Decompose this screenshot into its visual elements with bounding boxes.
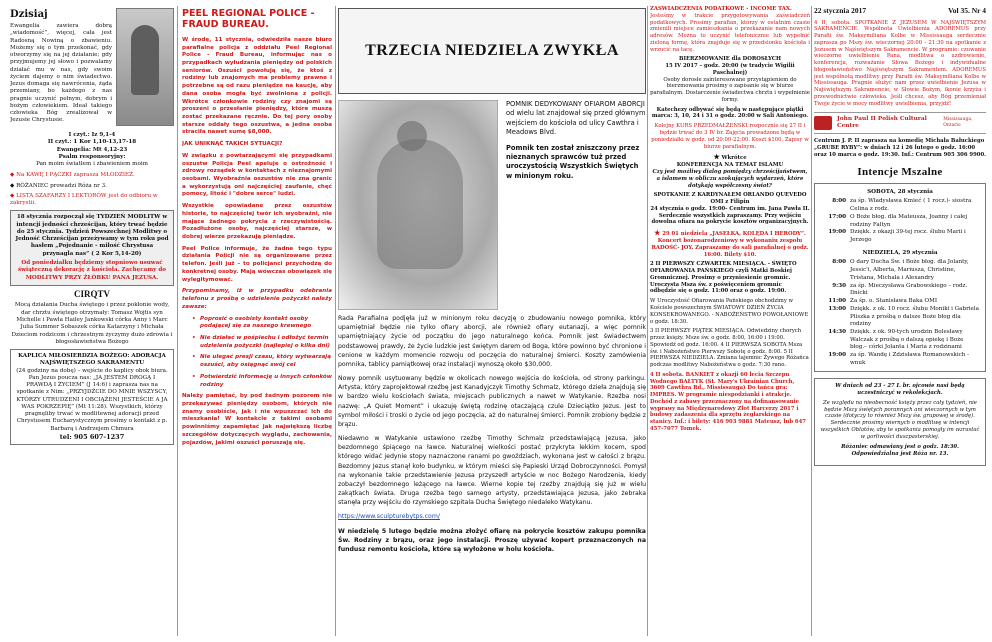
- unity-week-box: [10, 210, 174, 285]
- column-divider: [811, 6, 812, 636]
- mass-time: 8:00: [832, 259, 846, 266]
- mass-row: [820, 229, 980, 244]
- mass-time: 9:30: [832, 282, 846, 289]
- first-thursday: 2 II PIERWSZY CZWARTEK MIESIĄCA. - ŚWIĘTO OFIAROWANIA PAŃSKIEGO czyli Matki Boskiej Gromnicznej. Prosimy o przyniesienie gromnic. Uroczysta Msza św. z poświęceniem gromnic odbędzie się o godz. 11:00 oraz o godz. 19:00.: [650, 261, 797, 295]
- note-kawa: ◆ Na KAWĘ I PĄCZKI zaprasza MŁODZIEŻ.: [10, 172, 135, 179]
- sunday-banner: [338, 8, 646, 94]
- confirmation-date: 15 IV 2017 – godz. 20:00 (w tradycie Wigilii Paschalnej): [665, 63, 795, 76]
- mass-time: 19:00: [828, 352, 846, 359]
- jaselka-text: 29 01 niedziela „JASEŁKA, KOLĘDA I HERODY”. Koncert bożonarodzeniowy w wykonaniu zespołu RADOŚĆ- JOY. Zapraszamy do sali parafialnej o godz. 16:00. Bilety $10.: [651, 231, 809, 258]
- issue-header: [814, 6, 986, 16]
- monument-side-text: [506, 100, 646, 310]
- marriage-course: Kolejny KURS PRZEDMAŁŻEŃSKI rozpocznie się 27 II i będzie trwać do 3 IV br. Zajęcia prowadzone będą w poniedziałki w godz. od 20:00-22:00. Koszt $100. Zapisy w biurze parafialnym.: [651, 123, 809, 150]
- catechesis-text: Katechezy odbywać się będą w następujące piątki marca: 3, 10, 24 i 31 o godz. 20:00 w Sali Antoniego.: [651, 106, 809, 120]
- sunday-title: TRZECIA NIEDZIELA ZWYKŁA: [365, 42, 619, 59]
- police-tip: • Nie ulegać presji czasu, który wytwarzają oszuści, aby osiągnąć swój cel: [192, 354, 332, 369]
- column-police: [182, 8, 332, 634]
- cirqtv-title: CIRQTV: [73, 288, 110, 299]
- mass-row: [820, 283, 980, 298]
- monument-body: [338, 314, 646, 554]
- police-p3: Wszystkie opowiadane przez oszustów historie, to najczęściej twór ich wyobraźni, nie mające żadnego pokrycia z rzeczywistością. Pozadłużone osoby, najczęściej starsze, w dobrej wierze przekazują pieniądze.: [182, 203, 332, 241]
- star-icon: ★: [654, 228, 661, 238]
- mass-time: 8:00: [832, 198, 846, 205]
- star-icon: ★: [713, 152, 720, 162]
- column-announcements: [650, 6, 810, 634]
- jesus-image: [116, 8, 174, 126]
- note-lista-text: LISTA SZAFARZY I LEKTORÓW jest do odbioru w zakrystii.: [10, 192, 158, 207]
- dzisiaj-intro: Ewangelia zawiera dobrą „wiadomość”, więcej, cała jest Radosną Nowiną o zbawieniu. Możemy się o tym przekonać, gdy otworzymy się na jej działanie; gdy przyjmujemy jej słowo i pozwalamy działać mu w nas, gdy swoim życiem dajemy o nim świadectwo. Jezus domaga się nawrócenia, żąda przemiany, bo każdego z nas pragnie uczynić pełnym, dobrym i bożym człowiekiem. Ideał takiego człowieka Bóg zrealizował w Jezusie Chrystusie.: [10, 23, 112, 124]
- readings: [10, 132, 174, 168]
- column-divider: [335, 6, 336, 636]
- note-lista: ◆ LISTA SZAFARZY I LEKTORÓW jest do odbioru w zakrystii.: [10, 192, 158, 207]
- police-subtitle: JAK UNIKNĄĆ TAKICH SYTUACJI?: [182, 141, 283, 148]
- mass-desc: O dary Ducha Św. i Boże błog. dla Jolanty, Jessic'i, Alberta, Mariusza, Christine, Tristana, Michała i Alexandry: [850, 259, 969, 281]
- adoration-title: KAPLICA MIŁOSIERDZIA BOŻEGO: ADORACJA NAJŚWIĘTSZEGO SAKRAMENTU: [18, 353, 166, 367]
- dzisiaj-section: [10, 8, 174, 129]
- mass-time: 14:30: [828, 328, 846, 335]
- dzisiaj-title: Dzisiaj: [10, 9, 48, 20]
- monument-p4: W niedzielę 5 lutego będzie można złożyć ofiarę na pokrycie kosztów zakupu pomnika Św. Rodziny z brązu, oraz jego instalacji. Proszę używać kopert przeznaczonych na fundusz remontu kościoła, które są wyłożone w holu kościoła.: [338, 527, 646, 553]
- mass-row: [820, 259, 980, 282]
- mass-desc: za śp. Mieczysława Grabowskiego – rodz. Ilnicki: [850, 282, 968, 297]
- mass-desc: O Boże błog. dla Mateusza, Joanny i całej rodziny Faltyn: [850, 213, 968, 228]
- police-p5: Przypominamy, iż w przypadku odebrania telefonu z prośbą o udzielenie pożyczki należy zawsze:: [182, 288, 332, 310]
- reading-2: II czyt.: 1 Kor 1,10-13,17-18: [47, 139, 137, 146]
- mass-day-sunday: NIEDZIELA, 29 stycznia: [862, 249, 938, 256]
- soon-title-text: Wkrótce: [721, 155, 747, 162]
- column-divider: [647, 6, 648, 636]
- consecrated-life: W Uroczystość Ofiarowania Pańskiego obchodzimy w Kościele powszechnym ŚWIATOWY DZIEŃ ŻYCIA KONSEKROWANEGO. - NABOŻEŃSTWO POWOŁANIOWE o godz. 18:30.: [650, 298, 809, 325]
- note-rozaniec: ◆ RÓŻANIEC prowadzi Róża nr 3.: [10, 182, 107, 189]
- monument-p1: Rada Parafialna podjęła już w minionym roku decyzję o zbudowaniu nowego pomnika, który upamiętniał będzie nie tylko ofiary aborcji, ale również ofiary eutanazji, a więc pomnik upamiętniający życie od początku do jego naturalnego końca. Pomnik jest świadectwem podstawowej prawdy, że życie ludzkie jest świętym darem od Boga, które powinno być chronione i cenione w każdym momencie rozwoju od poczęcia do naturalnej śmierci. Koszty zamówienia pomnika, tablicy pamiątkowej oraz instalacji wynoszą około $30,000.: [338, 315, 646, 368]
- holy-family-statue-image: [338, 100, 498, 310]
- cultural-centre-banner: [814, 112, 986, 135]
- soon-title: [650, 153, 810, 162]
- decoration-note: Od poniedziałku będziemy stopniowo usuwać świąteczną dekorację z kościoła. Zachęcamy do MODLITWY PRZY ŻŁÓBKU PANA JEZUSA.: [17, 259, 166, 281]
- reading-gospel: Ewangelia: Mt 4,12-23: [56, 146, 128, 153]
- mass-row: [820, 298, 980, 306]
- tax-text: Jesteśmy w trakcie przygotowywania zaświadczeń podatkowych. Prosimy parafian, którzy w ostatnim czasie zmienili miejsce zamieszkania o przekazanie nam nowych adresów. Można to uczynić telefonicznie lub wypełnić zieloną formę, która znajduje się w przedsionku kościoła i wrzucić na tacę.: [650, 12, 810, 53]
- mass-time: 13:00: [828, 305, 846, 312]
- mass-row: [820, 198, 980, 213]
- police-tip: • Poprosić o osobisty kontakt osoby podającej się za naszego krewnego: [192, 316, 332, 331]
- monument-p2: Nowy pomnik usytuowany będzie w okolicach nowego wejścia do kościoła, od strony parkingu. Artysta, który zaprojektował rzeźbę jest Kanadyjczyk Timothy Schmalz, którego dzieła znajdują się w bardzo wielu kościołach świata, miejscach publicznych a nawet w Watykanie. Rzeźba nosi nazwę: „A Quiet Moment” i ukazuję świętą rodzinę otaczającą czule Dzieciątko Jezus. Jest to symbol miłości i troski o życie od jego poczęcia, aż do naturalnej śmierci. Pomnik zrobiony będzie z brązu.: [338, 375, 646, 428]
- monument-side-1: POMNIK DEDYKOWANY OFIAROM ABORCJI od wielu lat znajdował się przed głównym wejściem do kościoła od ulicy Cawthra i Meadows Blvd.: [506, 100, 646, 137]
- column-intentions: [814, 6, 986, 634]
- police-p4: Peel Police informuje, że żadne tego typu działania Policji nie są organizowane przez telefon. Jeśli już – to policjanci przychodzą do konkretnej osoby. Mają wówczas obowiązek się wylegitymować.: [182, 245, 332, 283]
- mass-row: [820, 306, 980, 329]
- reading-1: I czyt.: Iz 9,1-4: [68, 132, 116, 138]
- dzisiaj-text-block: [10, 8, 112, 129]
- sculpture-link[interactable]: https://www.sculpturebytps.com/: [338, 513, 440, 521]
- mass-desc: Za śp. o. Stanisława Baka OMI: [850, 298, 938, 305]
- mass-row: [820, 352, 980, 367]
- confirmation-text: Osoby dorosłe zainteresowane przystąpieniem do bierzmowania prosimy o zapisanie się w biurze parafialnym. Dostarczenie świadectwa chrztu i wypełnienie formy.: [650, 76, 810, 103]
- police-tips: [192, 316, 332, 390]
- mass-desc: za śp. Władysława Kmieć ( 1 rocz.)- siostra Celina z rodz.: [850, 198, 972, 213]
- adoration-phone: tel: 905 607-1237: [59, 432, 125, 441]
- issue-date: 22 stycznia 2017: [814, 6, 867, 15]
- column-dzisiaj: [10, 8, 174, 634]
- retreat-notice-3: Różaniec odmawiany jest o godz. 18:30. Odpowiedzialna jest Róża nr. 13.: [841, 444, 959, 458]
- column-main: [338, 8, 646, 634]
- tax-title: ZAŚWIADCZENIA PODATKOWE - INCOME TAX.: [650, 6, 792, 12]
- police-tip: • Potwierdzić informację u innych członków rodziny: [192, 374, 332, 389]
- mass-time: 19:00: [828, 229, 846, 236]
- cultural-centre-logo-icon: [814, 116, 832, 130]
- cardinal-meeting: SPOTKANIE Z KARDYNAŁEM ORLANDO QUEVEDO OMI z Filipin: [653, 192, 807, 206]
- intentions-title: Intencje Mszalne: [857, 165, 943, 178]
- police-p2: W związku z powtarzającymi się przypadkami oszustw Policja Peel apeluje o ostrożność i zdrowy rozsądek w kontaktach z nieznajomymi osobami. Wyobraźnia oszustów nie zna granic a wykorzystują oni najczęściej zaufanie, chęć pomocy, litość i "dobre serce" ludzi.: [182, 152, 332, 198]
- retreat-notice-1: W dniach od 23 - 27 I. br. ojcowie nasi będą uczestniczyć w rekolekcjach.: [835, 382, 965, 396]
- cardinal-details: 24 stycznia o godz. 19:00- Centrum im. Jana Pawła II. Serdecznie wszystkich zapraszamy. Przy wejściu dowolna ofiara na pokrycie kosztów organizacyjnych.: [650, 205, 810, 226]
- first-friday: 3 II PIERWSZY PIĄTEK MIESIĄCA. Odwiedziny chorych przez księży. Msze św. o godz. 8:00, 16:00 i 19:00. Spowiedź od godz. 16:00. 4 II PIERWSZA SOBOTA Msza św. i Nabożeństwo Pierwszy Sobotę o godz. 8:00. 5 II PIERWSZA NIEDZIELA. Zmiana tajemnic Żywego Różańca podczas modlitwy Nabożeństwa o godz. 7:30 rano.: [650, 328, 809, 369]
- mass-row: [820, 329, 980, 352]
- islam-question: Czy jest możliwy dialog pomiędzy chrześcijaństwem, a islamem w obliczu szokujących wydarzeń, które dotykają współczesny świat?: [652, 169, 808, 189]
- mass-desc: za śp. Wandę i Zdzisława Romanowskich - wnuk: [850, 352, 970, 366]
- adoration-text: (24 godziny na dobę) – wejście do kaplicy obok biura. Pan Jezus poucza nas: „JA JESTEM DROGĄ I PRAWDĄ I ŻYCIEM” (J 14:6) i zaprasza nas na spotkanie z Nim: „PRZYJDŹCIE DO MNIE WSZYSCY, KTÓRZY UTRUDZENI I OBCIĄŻENI JESTEŚCIE A JA WAS POKRZEPIĘ” (Mt 11:28). Wszystkich, którzy pragnęliby trwać w modlitewnej adoracji przed Chrystusem Eucharystycznym prosimy o kontakt z p. Barbarą i Andrzejem Chmura: [16, 367, 168, 432]
- reading-psalm-label: Psalm responsoryjny:: [58, 153, 126, 160]
- mass-time: 11:00: [828, 298, 846, 305]
- monument-side-2: Pomnik ten został zniszczony przez nieznanych sprawców tuż przed uroczystością Wszystkich Świętych w minionym roku.: [506, 143, 640, 180]
- adoration-box: [10, 349, 174, 445]
- mass-row: [820, 214, 980, 229]
- comedy-announcement: Centrum J. P. II zaprasza na komedię Michała Bałuckiego „GRUBE RYBY”: w dniach 12 i 26 lutego o godz. 16:00 oraz 10 marca o godz. 19:30. Inf.: Centrum 905 306 9900.: [814, 138, 986, 158]
- police-p6: Należy pamiętać, by pod żadnym pozorem nie przekazywać pieniędzy osobom, których nie znamy osobiście, jak i nie wpuszczać ich do mieszkania! W kontakcie z takimi osobami powinniśmy zapamiętać jak największą liczbę szczegółów dotyczących wyglądu, zachowania, pojazdów, jakimi oszuści poruszają się.: [182, 393, 332, 446]
- retreat-notice: [814, 378, 986, 467]
- police-p1: W środę, 11 stycznia, odwiedziła nasze biuro parafialne policja z oddziału Peel Regional Police - Fraud Bureau, informując nas o przypadkach wyłudzania pieniędzy od polskich seniorów. Oszuści powołują się, że ktoś z rodziny lub znajomych ma problemy prawne i potrzebne są od razu pieniądze na kaucję, aby dana osoba mogła być zwolniona z policji. Wkrótce członkowie rodziny czy znajomi są proszeni o przesłanie pieniędzy, które muszą zostać przekazane ręcznie. Do tej pory osoby starsze oddały tego oszustwa, a jedna osoba straciła nawet sumę $8,000.: [182, 36, 332, 136]
- cultural-centre-name: John Paul II Polish Cultural Centre: [837, 115, 927, 129]
- police-tip: • Nie działać w pośpiechu i odłożyć termin udzielenia pożyczki (najlepiej o kilka dni): [192, 335, 332, 350]
- unity-week-text: 18 stycznia rozpoczął się TYDZIEŃ MODLITW w intencji jedności chrześcijan, który trwać będzie do 25 stycznia. Tydzień Powszechnej Modlitwy o Jedność Chrześcijan przeżywamy w tym roku pod hasłem „Pojednanie - miłość Chrystusa przynagla nas” ( 2 Kor 5,14-20): [15, 214, 169, 257]
- mass-desc: Dziękk. z ok. 10 rocz. ślubu Moniki i Gabriela Pliszka z prośbą o dalsze Boże błog dla rodziny: [850, 305, 979, 328]
- banquet: 4 II sobota. BANKIET z okazji 60 lecia Szczepu Wodnego BAŁTYK (St. Mary's Ukrainian Church, 3609 Cawthra Rd., Mississauga) Do tańca gra: IMPRES. W programie niespodzianki i atrakcje. Dochód z zabawy przeznaczony na dofinansowanie wyprawy na Międzynarodowy Zlot Harcerzy 2017 i budowy zadaszenia dla sprzętu żeglarskiego na stanicy. Inf.: i bilety: 416 903 9881 Mateusz, lub 647 457-7077 Tomek.: [650, 371, 806, 433]
- column-divider: [177, 6, 178, 636]
- note-rozaniec-text: RÓŻANIEC prowadzi Róża nr 3.: [16, 182, 107, 189]
- adoremus-text: 4 II, sobota. SPOTKANIE Z JEZUSEM W NAJŚWIĘTSZYM SAKRAMENCIE. Wspólnota Uwielbienia ADOREMUS przy Parafii św. Maksymiliana Kolbe w Mississauga serdecznie zaprasza po Mszy św. wieczornej 20:00 - 21:30 na spotkanie z Jezusem w Najświętszym Sakramencie. W programie: czuwanie wieczorne uwielbienie Pana, modlitwa o uzdrowienie, konferencja, rozważanie Słowa Bożego i indywidualne błogosławieństwo Najświętszym Sakramentem. ADOREMUS jest wspólnotą modlitwy przy Parafii św. Maksymiliana Kolbe w Mississauga. Pragnie służyć nam przez uwielbienie Jezusa w Najświętszym Sakramencie, w Słowie Bożym, ikonie krzyża i przewodnictwie człowieka. Jeśli chcesz, aby Bóg przemieniał Twoje życie w mocy modlitwy uwielbienia, przyjdź!: [814, 19, 986, 107]
- confirmation-title: BIERZMOWANIE dla DOROSŁYCH: [678, 56, 782, 63]
- mass-intentions: [814, 183, 986, 372]
- mass-desc: Dziękk. z okazji 39-tej rocz. ślubu Marii i Jerzego: [850, 229, 966, 244]
- monument-p3: Niedawno w Watykanie ustawiono rzeźbę Timothy Schmalz przedstawiającą Jezusa, jako bezdomnego śpiącego na ławce. Naturalnej wielkości postać przykryta lekkim kocem, spod którego widać jedynie stopy naznaczone ranami po gwoździach, wykonana jest w całości z brązu. Bezdomny Jezus stanął koło budynku, w którym mieści się Papieski Urząd Dobroczynności. Pomysł na wykonanie takie przedstawienie Jezusa przyszedł artyście w noc Bożego Narodzenia, kiedy zobaczył bezdomnego leżącego na ławce. Wierne kopie tej rzeźby znajdują się już w wielu zakątkach świata. Druga rzeźba tego samego artysty, przedstawiająca Jezusa, jako żebraka stanęła przy wejściu do rzymskiego szpitala Ducha Świętego niedaleko Watykanu.: [338, 435, 646, 507]
- mass-time: 17:00: [828, 213, 846, 220]
- police-title: PEEL REGIONAL POLICE - FRAUD BUREAU.: [182, 8, 315, 31]
- note-kawa-text: Na KAWĘ I PĄCZKI zaprasza MŁODZIEŻ.: [16, 172, 135, 179]
- cultural-centre-city: Mississauga, Ontario: [943, 117, 973, 128]
- retreat-notice-2: Ze względu na nieobecność księży przez cały tydzień, nie będzie Mszy świętych porannych ani wieczornych w tym czasie (dotyczy to również Mszy św. grupowej w środę). Serdecznie prosimy wiernych o modlitwę w intencji wszystkich Oblatów, aby te spotkania pomogły im wzrastać w gorliwości duszpasterskiej.: [820, 399, 980, 441]
- islam-conf: KONFERENCJA NA TEMAT ISLAMU: [676, 162, 784, 169]
- mass-day-saturday: SOBOTA, 28 stycznia: [867, 188, 933, 195]
- notes: [10, 172, 174, 207]
- issue-volume: Vol 35. Nr 4: [948, 6, 986, 15]
- monument-section: [338, 100, 646, 310]
- jaselka: [650, 229, 810, 258]
- mass-desc: Dziękk. z ok. 90-tych urodzin Bolesławy Walczak z prośbą o dalszą opiekę i Boże błog.– córki Jolanta i Maria z rodzinami: [850, 328, 964, 351]
- baptism-text: Mocą działania Ducha świętego i przez pokłonie wody, dar chrztu świętego otrzymały: Tomasz Wojtis syn Michelle i Pawła Hailey Jankowski córka Anny i Marc Julia Summer Sobaszek córka Katarzyny i Michała Dzieciom rodzicom i chrzestnym życzymy dużo zdrowia i błogosławieństwa Bożego: [11, 302, 173, 345]
- psalm-text: Pan moim światłem i zbawieniem moim: [36, 161, 148, 168]
